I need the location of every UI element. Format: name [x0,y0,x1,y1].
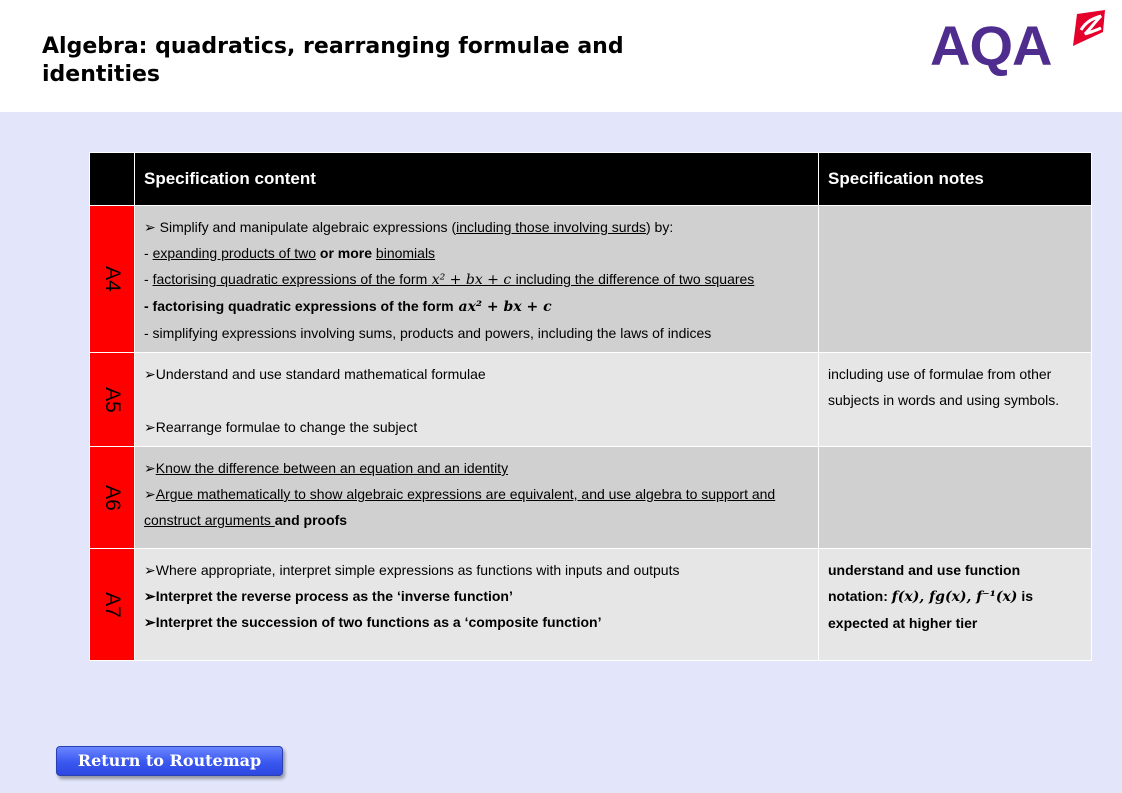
a4-line-2: - expanding products of two or more binomials [144,245,436,261]
a7-notes-line-3: expected at higher tier [828,615,978,631]
a5-line-1: ➢Understand and use standard mathematical formulae [144,366,486,382]
a7-notes-line-1: understand and use function [828,562,1021,578]
aqa-logo-text: AQA [930,14,1052,77]
specification-table [89,152,1092,661]
row-code-a7: A7 [90,549,135,661]
table-header-row [90,153,1092,206]
a7-line-1: ➢Where appropriate, interpret simple expressions as functions with inputs and outputs [144,562,680,578]
page-title: Algebra: quadratics, rearranging formulae and identities [42,34,624,87]
table-row-a7 [90,549,1092,661]
row-content-a7 [135,549,819,661]
aqa-logo-mark-icon [1071,10,1109,50]
row-code-a5: A5 [90,353,135,447]
a4-line-3: - factorising quadratic expressions of the form x² + bx + c including the difference of two squares [144,271,755,288]
a4-line-1: ➢ Simplify and manipulate algebraic expressions (including those involving surds) by: [144,219,674,235]
table-row-a6 [90,447,1092,549]
row-content-a4 [135,206,819,353]
row-code-a4: A4 [90,206,135,353]
a4-line-5: - simplifying expressions involving sums, products and powers, including the laws of indices [144,325,712,341]
a7-line-3: ➢Interpret the succession of two functions as a ‘composite function’ [144,614,602,630]
row-notes-a5: including use of formulae from other subjects in words and using symbols. [819,353,1092,447]
header-spec-content: Specification content [135,153,819,206]
row-notes-a7 [819,549,1092,661]
a6-line-2: ➢Argue mathematically to show algebraic expressions are equivalent, and use algebra to support and construct arguments and proofs [144,486,776,528]
header-spec-notes: Specification notes [819,153,1092,206]
return-to-routemap-button[interactable]: Return to Routemap [56,746,283,776]
a7-line-2: ➢Interpret the reverse process as the ‘inverse function’ [144,588,513,604]
row-content-a6 [135,447,819,549]
row-notes-a6 [819,447,1092,549]
a6-line-1: ➢Know the difference between an equation and an identity [144,460,509,476]
header-blank-cell [90,153,135,206]
row-content-a5 [135,353,819,447]
aqa-logo [930,10,1110,76]
header-bar [0,0,1122,112]
row-notes-a4 [819,206,1092,353]
a5-line-2: ➢Rearrange formulae to change the subject [144,419,418,435]
a4-line-4: - factorising quadratic expressions of the form ax² + bx + c [144,298,552,315]
table-row-a5 [90,353,1092,447]
row-code-a6: A6 [90,447,135,549]
table-row-a4 [90,206,1092,353]
a7-notes-line-2: notation: f(x), fg(x), f⁻¹(x) is [828,588,1034,605]
